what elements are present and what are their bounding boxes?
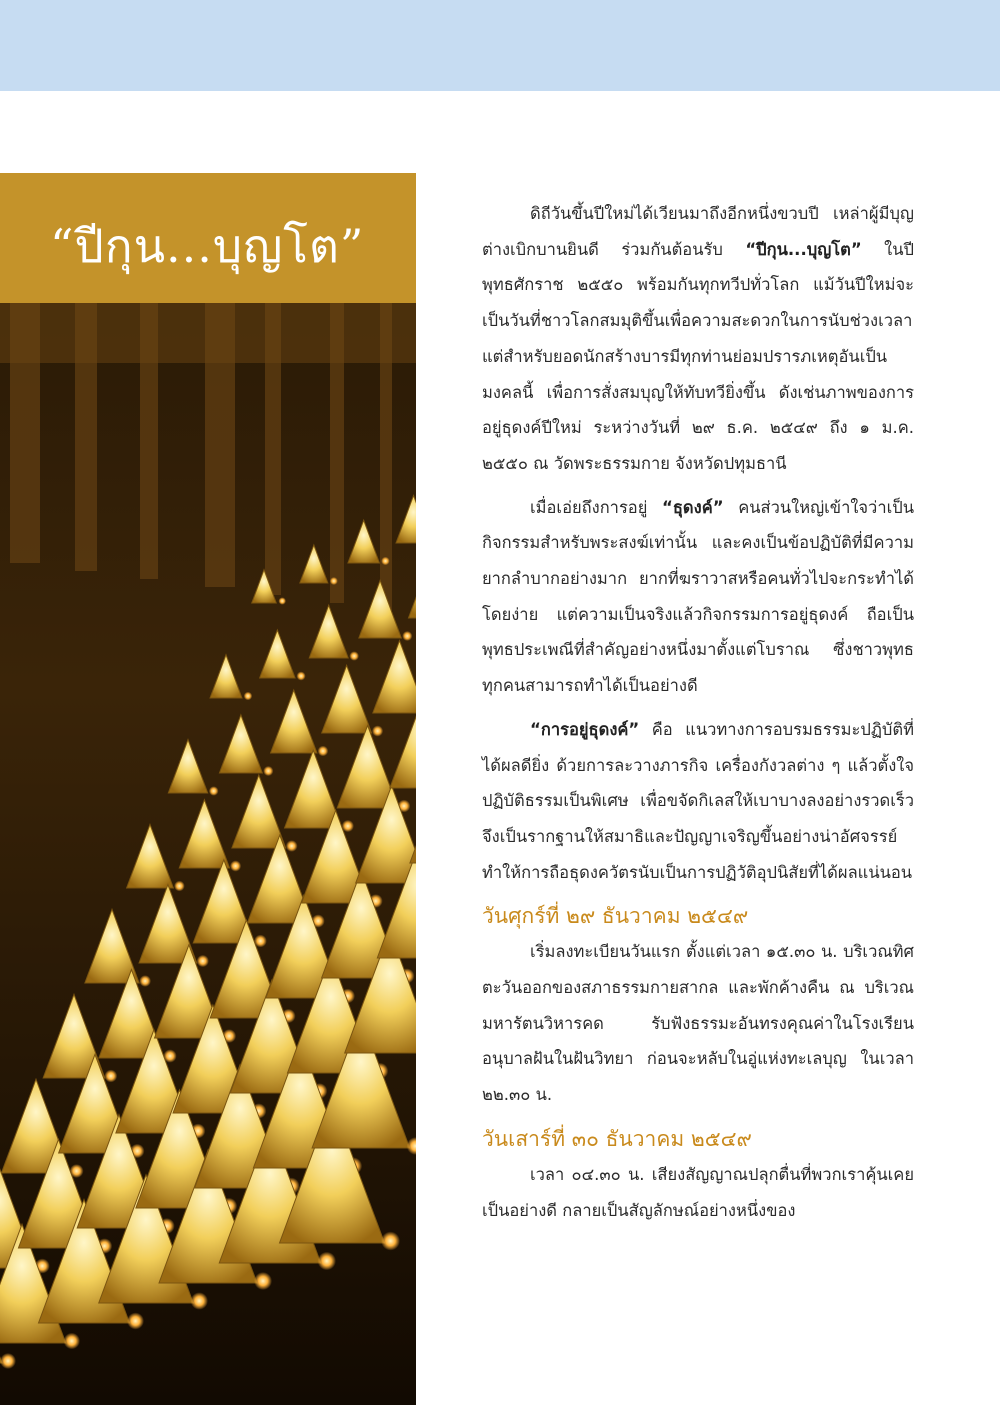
candle-light [197,955,209,967]
candle-light [318,1252,337,1271]
candle-light [0,1353,16,1369]
candle-light [174,881,185,892]
candle-light [297,671,306,680]
candle-light [263,766,273,776]
paragraph-thudong: เมื่อเอ่ยถึงการอยู่ “ธุดงค์” คนส่วนใหญ่เข้าใจว่าเป็นกิจกรรมสำหรับพระสงฆ์เท่านั้น และคงเป็นข้อปฏิบัติที่มีความยากลำบากอย่างมาก ยากที่ฆราวาสหรือคนทั่วไปจะกระทำได้โดยง่าย แต่ความเป็นจริงแล้วกิจกรรมการอยู่ธุดงค์ ถือเป็นพุทธประเพณีที่สำคัญอย่างหนึ่งมาตั้งแต่โบราณ ซึ่งชาวพุทธทุกคนสามารถทำได้เป็นอย่างดี [482,497,914,696]
candle-light [286,840,298,852]
candle-light [139,975,151,987]
article-body [482,196,914,1236]
candle-light [104,1070,117,1083]
candle-light [254,1272,272,1290]
candle-light [402,631,412,641]
paragraph-definition: “การอยู่ธุดงค์” คือ แนวทางการอบรมธรรมะปฏิบัติที่ได้ผลดียิ่ง ด้วยการละวางภารกิจ เครื่องกังวลต่าง ๆ แล้วตั้งใจปฏิบัติธรรมเป็นพิเศษ เพื่อขจัดกิเลสให้เบาบางลงอย่างรวดเร็ว จึงเป็นรากฐานให้สมาธิและปัญญาเจริญขึ้นอย่างน่าอัศจรรย์ ทำให้การถือธุดงควัตรนับเป็นการปฏิวัติอุปนิสัยที่ได้ผลแน่นอน [482,719,914,882]
thudong-tents-photo [0,303,416,1405]
candle-light [230,860,241,871]
candle-light [318,746,329,757]
candle-light [381,1232,400,1251]
candle-light [127,1313,144,1330]
candle-light [381,557,390,566]
section-heading-friday: วันศุกร์ที่ ๒๙ ธันวาคม ๒๕๔๙ [482,904,749,929]
candle-light [244,692,253,701]
candle-light [330,577,338,585]
paragraph-intro: ดิถีวันขึ้นปีใหม่ได้เวียนมาถึงอีกหนึ่งขวบปี เหล่าผู้มีบุญต่างเบิกบานยินดี ร่วมกันต้อนรับ “ปีกุน...บุญโต” ในปีพุทธศักราช ๒๕๕๐ พร้อมกันทุกทวีปทั่วโลก แม้วันปีใหม่จะเป็นวันที่ชาวโลกสมมุติขึ้นเพื่อความสะดวกในการนับช่วงเวลา แต่สำหรับยอดนักสร้างบารมีทุกท่านย่อมปรารภเหตุอันเป็นมงคลนี้ เพื่อการสั่งสมบุญให้ทับทวียิ่งขึ้น ดังเช่นภาพของการอยู่ธุดงค์ปีใหม่ ระหว่างวันที่ ๒๙ ธ.ค. ๒๕๔๙ ถึง ๑ ม.ค. ๒๕๕๐ ณ วัดพระธรรมกาย จังหวัดปทุมธานี [482,204,914,473]
candle-light [279,597,287,605]
paragraph-friday: เริ่มลงทะเบียนวันแรก ตั้งแต่เวลา ๑๕.๓๐ น. บริเวณทิศตะวันออกของสภาธรรมกายสากล และพักค้างคืน ณ บริเวณมหารัตนวิหารคด รับฟังธรรมะอันทรงคุณค่าในโรงเรียนอนุบาลฝันในฝันวิทยา ก่อนจะหลับในอู่แห่งทะเลบุญ ในเวลา ๒๒.๓๐ น. [482,942,914,1105]
paragraph-saturday: เวลา ๐๔.๓๐ น. เสียงสัญญาณปลุกตื่นที่พวกเราคุ้นเคยเป็นอย่างดี กลายเป็นสัญลักษณ์อย่างหนึ่งของ [482,1164,914,1220]
candle-light [191,1292,209,1310]
page-title: “ปีกุน...บุญโต” [50,219,365,273]
candle-light [64,1333,81,1350]
candle-light [349,651,359,661]
candle-light [209,786,219,796]
candle-light [372,725,383,736]
ceiling [0,303,416,363]
candle-light [342,820,354,832]
top-color-bar [0,0,1000,91]
section-heading-saturday: วันเสาร์ที่ ๓๐ ธันวาคม ๒๕๔๙ [482,1126,752,1151]
